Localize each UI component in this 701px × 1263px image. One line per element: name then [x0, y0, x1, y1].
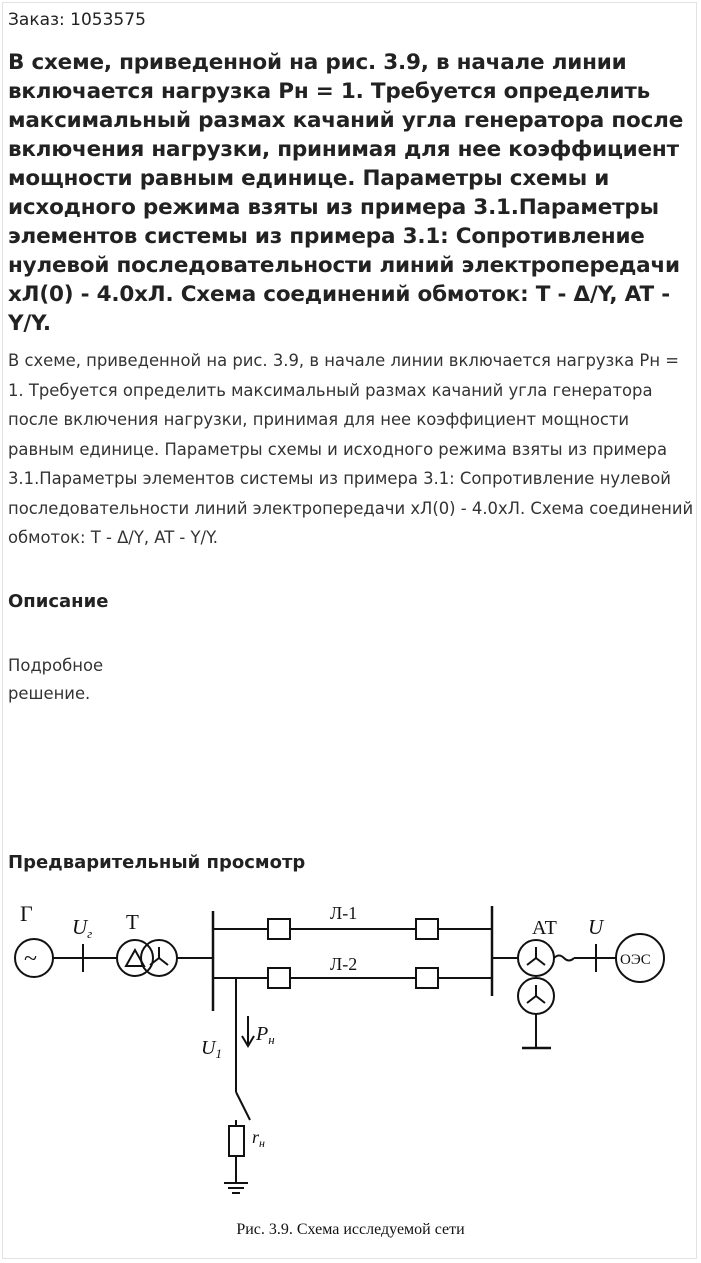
- task-text: В схеме, приведенной на рис. 3.9, в начале линии включается нагрузка Pн = 1. Требуется определить максимальный размах качаний угла генератора после включения нагрузки, принимая для нее коэффициент мощности равным единице. Параметры схемы и исходного режима взяты из примера 3.1.Параметры элементов системы из примера 3.1: Сопротивление нулевой последовательности линий электропередачи xЛ(0) - 4.0xЛ. Схема соединений обмоток: T - Δ/Y, AT - Y/Y.: [8, 351, 694, 547]
- load-resistor: [229, 1126, 244, 1156]
- line-1-breaker-right: [416, 919, 438, 939]
- system-label: ОЭС: [620, 952, 651, 968]
- task-title: В схеме, приведенной на рис. 3.9, в начале линии включается нагрузка Pн = 1. Требуется определить максимальный размах качаний угла генератора после включения нагрузки, принимая для нее коэффициент мощности равным единице. Параметры схемы и исходного режима взяты из примера 3.1.Параметры элементов системы из примера 3.1: Сопротивление нулевой последовательности линий электропередачи xЛ(0) - 4.0xЛ. Схема соединений обмоток: T - Δ/Y, AT - Y/Y.: [8, 50, 684, 336]
- line-1-breaker-left: [268, 919, 290, 939]
- pn-label: $P_н$: [256, 1023, 275, 1047]
- transformer-t-winding-1: [117, 940, 153, 976]
- line-2-breaker-left: [268, 968, 290, 988]
- network-diagram: [8, 896, 688, 1216]
- description-text: [8, 652, 158, 708]
- generator-label: Г: [20, 901, 33, 926]
- autotransformer-label: АТ: [532, 917, 557, 939]
- line-1-label: Л-1: [330, 903, 358, 923]
- u1-label: $U_1$: [201, 1037, 222, 1061]
- line-2-breaker-right: [416, 968, 438, 988]
- ug-label: Uг: [72, 915, 93, 941]
- preview-heading: Предварительный просмотр: [8, 852, 306, 873]
- figure-caption: Рис. 3.9. Схема исследуемой сети: [236, 1221, 465, 1238]
- description-line-2: решение.: [8, 684, 91, 703]
- description-line-1: Подробное: [8, 656, 104, 675]
- u-label: U: [588, 915, 604, 939]
- rn-label: $r_н$: [252, 1127, 265, 1150]
- line-2-label: Л-2: [330, 954, 358, 974]
- order-number: Заказ: 1053575: [8, 10, 146, 30]
- transformer-label: Т: [126, 910, 139, 934]
- description-heading: Описание: [8, 591, 109, 612]
- generator-sine-icon: ~: [24, 946, 37, 972]
